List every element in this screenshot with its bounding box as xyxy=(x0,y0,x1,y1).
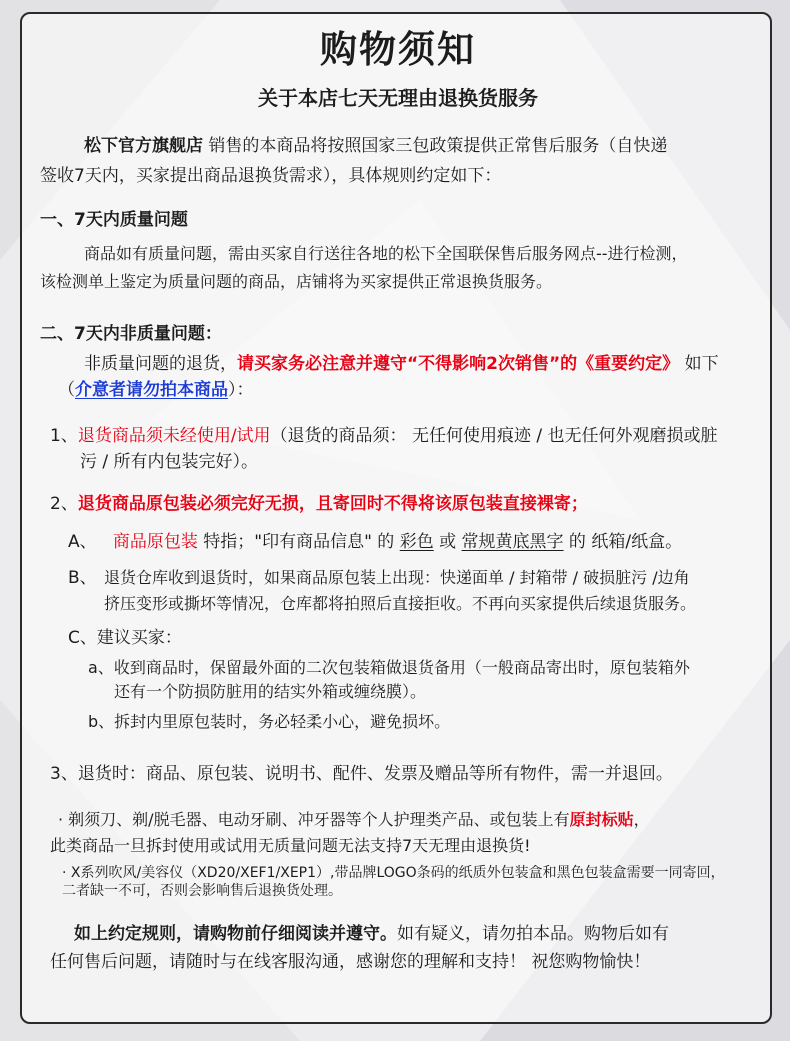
item1-line-1: 1、退货商品须未经使用/试用（退货的商品须： 无任何使用痕迹 / 也无任何外观磨损或脏 xyxy=(50,426,718,446)
section1-line-1: 商品如有质量问题，需由买家自行送往各地的松下全国联保售后服务网点--进行检测， xyxy=(84,244,688,263)
item2-line: 2、退货商品原包装必须完好无损，且寄回时不得将该原包装直接裸寄； xyxy=(50,494,588,514)
subA-line: A、 商品原包装 特指；"印有商品信息" 的 彩色 或 常规黄底黑字 的 纸箱/纸盒。 xyxy=(68,532,683,552)
intro-line-1: 松下官方旗舰店 销售的本商品将按照国家三包政策提供正常售后服务（自快递 xyxy=(84,136,668,156)
section2-heading: 二、7天内非质量问题： xyxy=(40,324,222,344)
section2-line-2: （介意者请勿拍本商品）： xyxy=(58,380,254,400)
subB-line-2: 挤压变形或撕坏等情况，仓库都将拍照后直接拒收。不再向买家提供后续退货服务。 xyxy=(104,594,697,613)
store-name: 松下官方旗舰店 xyxy=(84,136,203,156)
item3-line: 3、退货时：商品、原包装、说明书、配件、发票及赠品等所有物件，需一并退回。 xyxy=(50,764,673,784)
note1-line-1: · 剃须刀、剃/脱毛器、电动牙刷、冲牙器等个人护理类产品、或包装上有原封标贴， xyxy=(58,810,650,829)
item1-line-2: 污 / 所有内包装完好）。 xyxy=(80,452,259,472)
important-agreement: 请买家务必注意并遵守“不得影响2次销售”的《重要约定》 xyxy=(237,354,680,374)
closing-line-2: 任何售后问题，请随时与在线客服沟通，感谢您的理解和支持！ 祝您购物愉快！ xyxy=(50,952,651,972)
warning-link-text: 介意者请勿拍本商品 xyxy=(75,380,228,400)
section1-heading: 一、7天内质量问题 xyxy=(40,210,188,230)
subC-a-line-2: 还有一个防损防脏用的结实外箱或缠绕膜）。 xyxy=(114,682,427,701)
subC-a-line-1: a、收到商品时，保留最外面的二次包装箱做退货备用（一般商品寄出时，原包装箱外 xyxy=(88,658,690,677)
section2-line-1: 非质量问题的退货，请买家务必注意并遵守“不得影响2次销售”的《重要约定》 如下 xyxy=(84,354,719,374)
note2-line-1: · X系列吹风/美容仪（XD20/XEF1/XEP1）,带品牌LOGO条码的纸质外包装盒和黑色包装盒需要一同寄回， xyxy=(62,865,725,881)
page-subtitle: 关于本店七天无理由退换货服务 xyxy=(258,86,538,110)
section1-line-2: 该检测单上鉴定为质量问题的商品，店铺将为买家提供正常退换货服务。 xyxy=(40,272,553,291)
note2-line-2: 二者缺一不可，否则会影响售后退换货处理。 xyxy=(62,883,342,899)
subC-heading: C、建议买家： xyxy=(68,628,182,648)
closing-line-1: 如上约定规则，请购物前仔细阅读并遵守。如有疑义，请勿拍本品。购物后如有 xyxy=(74,924,669,944)
intro-line-2: 签收7天内，买家提出商品退换货需求），具体规则约定如下： xyxy=(40,166,502,186)
subB-line-1: 退货仓库收到退货时，如果商品原包装上出现：快递面单 / 封箱带 / 破损脏污 /边角 xyxy=(104,568,690,587)
notice-card xyxy=(20,12,772,1024)
page-title: 购物须知 xyxy=(320,28,476,71)
subB-num: B、 xyxy=(68,568,97,588)
note1-line-2: 此类商品一旦拆封使用或试用无质量问题无法支持7天无理由退换货! xyxy=(50,836,531,855)
subC-b-line: b、拆封内里原包装时，务必轻柔小心，避免损坏。 xyxy=(88,712,451,731)
